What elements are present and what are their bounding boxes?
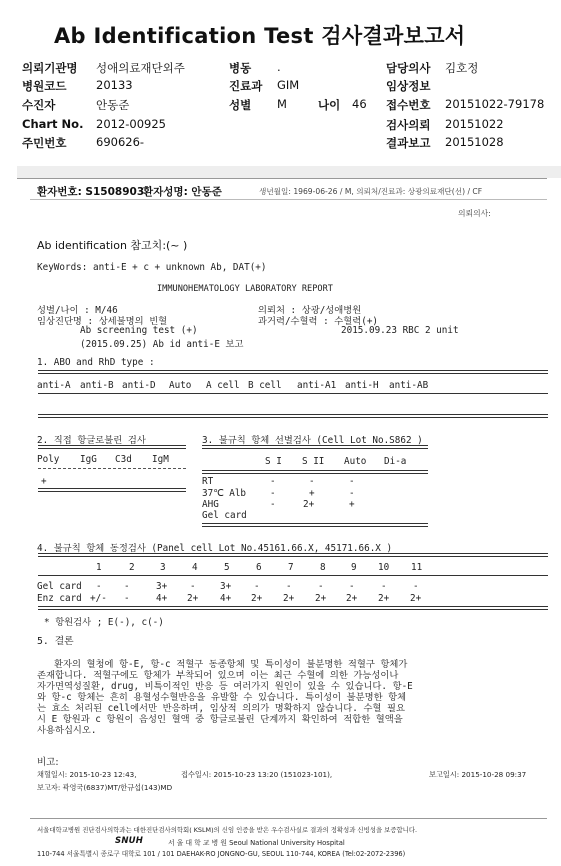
section4-col: 9 [351, 562, 357, 573]
scan-patient-meta: 생년월일: 1969-06-26 / M, 의뢰처/진료과: 상광의료재단(선) / CF [259, 187, 483, 196]
scan-screening-2: (2015.09.25) Ab id anti-E 보고 [80, 339, 244, 350]
section2-value: + [41, 476, 47, 487]
section3-row-label: AHG [202, 499, 219, 510]
section2-title: 2. 직접 항글로불린 검사 [37, 435, 146, 446]
header-label-hospital-code: 병원코드 [22, 79, 67, 93]
section1-col: Auto [169, 380, 192, 391]
section2-col: Poly [37, 454, 60, 465]
section4-cell: 2+ [410, 593, 422, 604]
section4-col: 1 [96, 562, 102, 573]
scan-report-title: IMMUNOHEMATOLOGY LABORATORY REPORT [157, 284, 333, 294]
section4-cell: 2+ [187, 593, 199, 604]
conclusion-line: 시 E 항원과 c 항원이 음성인 혈액 중 항글로불린 단계까지 확인하여 적합한 혈액을 [37, 714, 403, 725]
header-label-receipt-no: 접수번호 [386, 98, 431, 112]
hospital-name: 서 울 대 학 교 병 원 Seoul National University Hospital [168, 839, 345, 847]
section2-rule-mid [38, 468, 186, 469]
section3-cell: + [349, 499, 355, 510]
header-label-institution: 의뢰기관명 [22, 61, 78, 75]
section4-rule-top [38, 553, 548, 557]
section1-col: B cell [248, 380, 282, 391]
section4-cell: 3+ [156, 581, 168, 592]
section1-col: anti-H [345, 380, 379, 391]
section4-cell: 4+ [156, 593, 168, 604]
header-label-department: 진료과 [229, 79, 263, 93]
section1-col: anti-D [122, 380, 156, 391]
section3-rule-top [202, 445, 428, 449]
header-label-age: 나이 [318, 98, 341, 112]
header-label-clinical-info: 임상정보 [386, 79, 431, 93]
reporter: 보고자: 곽영국(6837)MT/한규섭(143)MD [37, 783, 173, 792]
section1-rule-bottom [38, 414, 548, 418]
section2-col: IgG [80, 454, 97, 465]
header-label-request-date: 검사의뢰 [386, 118, 431, 132]
section3-row-label: RT [202, 476, 214, 487]
section4-row-label: Enz card [37, 593, 82, 604]
section4-cell: - [254, 581, 260, 592]
section3-cell: - [270, 476, 276, 487]
section4-col: 3 [160, 562, 166, 573]
section3-rule-mid [202, 470, 428, 474]
scan-screening-1: Ab screening test (+) [80, 325, 198, 336]
scan-patient-no: 환자번호: S1508903 [37, 186, 145, 198]
header-value-institution: 성애의료재단외주 [96, 61, 185, 75]
scan-top-shade [17, 166, 561, 178]
header-value-receipt-no: 20151022-79178 [445, 97, 545, 111]
section4-col: 2 [129, 562, 135, 573]
header-value-request-date: 20151022 [445, 117, 504, 131]
scan-ref-title: Ab identification 참고치:(~ ) [37, 239, 188, 252]
section3-col: S I [265, 456, 282, 467]
header-value-ward: . [277, 60, 281, 74]
section4-cell: - [381, 581, 387, 592]
conclusion-line: 와 항-c 항체는 흔히 용혈성수혈반응을 유발할 수 있습니다. 특이성이 불분명한 항체 [37, 692, 407, 703]
section4-title: 4. 불규칙 항체 동정검사 (Panel cell Lot No.45161.66.X, 45171.66.X ) [37, 543, 393, 554]
section2-col: C3d [115, 454, 132, 465]
section3-col: Auto [344, 456, 367, 467]
header-label-doctor: 담당의사 [386, 61, 431, 75]
section1-rule-mid [38, 393, 548, 394]
header-value-hospital-code: 20133 [96, 78, 133, 92]
scan-history: 과거력/수혈력 : 수혈력(+) [258, 316, 379, 327]
section4-cell: - [318, 581, 324, 592]
conclusion-line: 존재합니다. 적혈구에도 항체가 부착되어 있으며 이는 최근 수혈에 의한 가능성이나 [37, 670, 399, 681]
scan-top-border [17, 178, 547, 179]
section1-col: anti-B [80, 380, 114, 391]
section4-cell: - [190, 581, 196, 592]
section4-col: 6 [256, 562, 262, 573]
scan-physician: 의뢰의사: [458, 209, 491, 218]
section1-col: anti-AB [389, 380, 429, 391]
section4-rule-bottom [38, 606, 548, 610]
section3-title: 3. 불규칙 항체 선별검사 (Cell Lot No.S862 ) [202, 435, 423, 446]
section4-col: 11 [411, 562, 423, 573]
section3-cell: - [349, 476, 355, 487]
conclusion-line: 자가면역성질환, drug, 비특이적인 반응 등 여러가지 원인이 있을 수 있습니다. 항-E [37, 681, 413, 692]
conclusion-line: 환자의 혈청에 항-E, 항-c 적혈구 동종항체 및 특이성이 불분명한 적혈구 항체가 [54, 659, 408, 670]
section5-title: 5. 결론 [37, 636, 74, 647]
header-value-department: GIM [277, 78, 300, 92]
section3-cell: - [349, 488, 355, 499]
scan-history-2: 2015.09.23 RBC 2 unit [341, 325, 459, 336]
section4-cell: - [96, 581, 102, 592]
collection-date: 채혈일시: 2015-10-23 12:43, [37, 770, 137, 779]
section3-rule-bottom [202, 523, 428, 527]
section2-rule-bottom [38, 488, 186, 492]
header-value-age: 46 [352, 97, 367, 111]
scan-patient-name: 환자성명: 안동준 [143, 186, 222, 198]
section3-cell: 2+ [303, 499, 315, 510]
section4-cell: 2+ [378, 593, 390, 604]
scan-diagnosis: 임상진단명 : 상세불명의 빈혈 [37, 316, 168, 327]
certification-note: 서울대학교병원 진단검사의학과는 대한진단검사의학회( KSLM)의 신임 인증을 받은 우수검사실로 결과의 정확성과 신빙성을 보증합니다. [37, 826, 418, 834]
section4-note: * 항원검사 ; E(-), c(-) [44, 617, 164, 628]
section4-cell: - [413, 581, 419, 592]
conclusion-line: 사용하십시오. [37, 725, 97, 736]
section3-cell: + [309, 488, 315, 499]
header-value-doctor: 김호정 [445, 61, 479, 75]
section1-col: A cell [206, 380, 240, 391]
section4-row-label: Gel card [37, 581, 82, 592]
section3-cell: - [270, 499, 276, 510]
footer-divider [30, 818, 547, 819]
section4-col: 10 [378, 562, 390, 573]
section4-cell: 2+ [283, 593, 295, 604]
section2-col: IgM [152, 454, 169, 465]
section4-cell: - [286, 581, 292, 592]
scan-patient-divider [30, 199, 547, 200]
report-title: Ab Identification Test 검사결과보고서 [54, 24, 466, 48]
section3-row-label: 37℃ Alb [202, 488, 247, 499]
header-label-chart-no: Chart No. [22, 117, 84, 131]
header-label-report-date: 결과보고 [386, 136, 431, 150]
section4-col: 4 [192, 562, 198, 573]
section1-col: anti-A [37, 380, 71, 391]
received-date: 접수일시: 2015-10-23 13:20 (151023-101), [181, 770, 333, 779]
header-value-chart-no: 2012-00925 [96, 117, 166, 131]
section4-cell: - [349, 581, 355, 592]
section4-col: 5 [224, 562, 230, 573]
section4-rule-mid [38, 575, 548, 576]
section3-cell: - [309, 476, 315, 487]
section3-cell: - [270, 488, 276, 499]
section4-cell: 2+ [315, 593, 327, 604]
section1-col: anti-A1 [297, 380, 337, 391]
section4-cell: 4+ [220, 593, 232, 604]
header-value-resident-no: 690626- [96, 135, 145, 149]
section1-rule-top [38, 370, 548, 374]
section4-cell: - [124, 593, 130, 604]
conclusion-line: 는 효소 처리된 cell에서만 반응하며, 임상적 의의가 명확하지 않습니다. 수혈 필요 [37, 703, 405, 714]
section4-col: 7 [288, 562, 294, 573]
header-value-patient: 안동준 [96, 98, 130, 112]
header-label-patient: 수진자 [22, 98, 56, 112]
scan-keywords: KeyWords: anti-E + c + unknown Ab, DAT(+) [37, 262, 267, 273]
section3-col: S II [302, 456, 325, 467]
section2-rule-top [38, 445, 186, 449]
section3-col: Di-a [384, 456, 407, 467]
section4-col: 8 [320, 562, 326, 573]
section4-cell: 3+ [220, 581, 232, 592]
remark-label: 비고: [37, 757, 59, 768]
header-value-sex: M [277, 97, 287, 111]
section4-cell: +/- [90, 593, 107, 604]
section4-cell: 2+ [346, 593, 358, 604]
header-value-report-date: 20151028 [445, 135, 504, 149]
hospital-logo: SNUH [115, 836, 144, 846]
reported-date: 보고일시: 2015-10-28 09:37 [429, 770, 527, 779]
header-label-resident-no: 주민번호 [22, 136, 67, 150]
header-label-sex: 성별 [229, 98, 252, 112]
header-label-ward: 병동 [229, 61, 252, 75]
scan-requester: 의뢰처 : 상광/성애병원 [258, 305, 362, 316]
section4-cell: - [124, 581, 130, 592]
hospital-address: 110-744 서울특별시 종로구 대학로 101 / 101 DAEHAK-RO JONGNO-GU, SEOUL 110-744, KOREA (Tel:02-2072-2396) [37, 850, 406, 858]
scan-sex-age: 성별/나이 : M/46 [37, 305, 118, 316]
section1-title: 1. ABO and RhD type : [37, 357, 155, 368]
section3-row-label: Gel card [202, 510, 247, 521]
section4-cell: 2+ [251, 593, 263, 604]
